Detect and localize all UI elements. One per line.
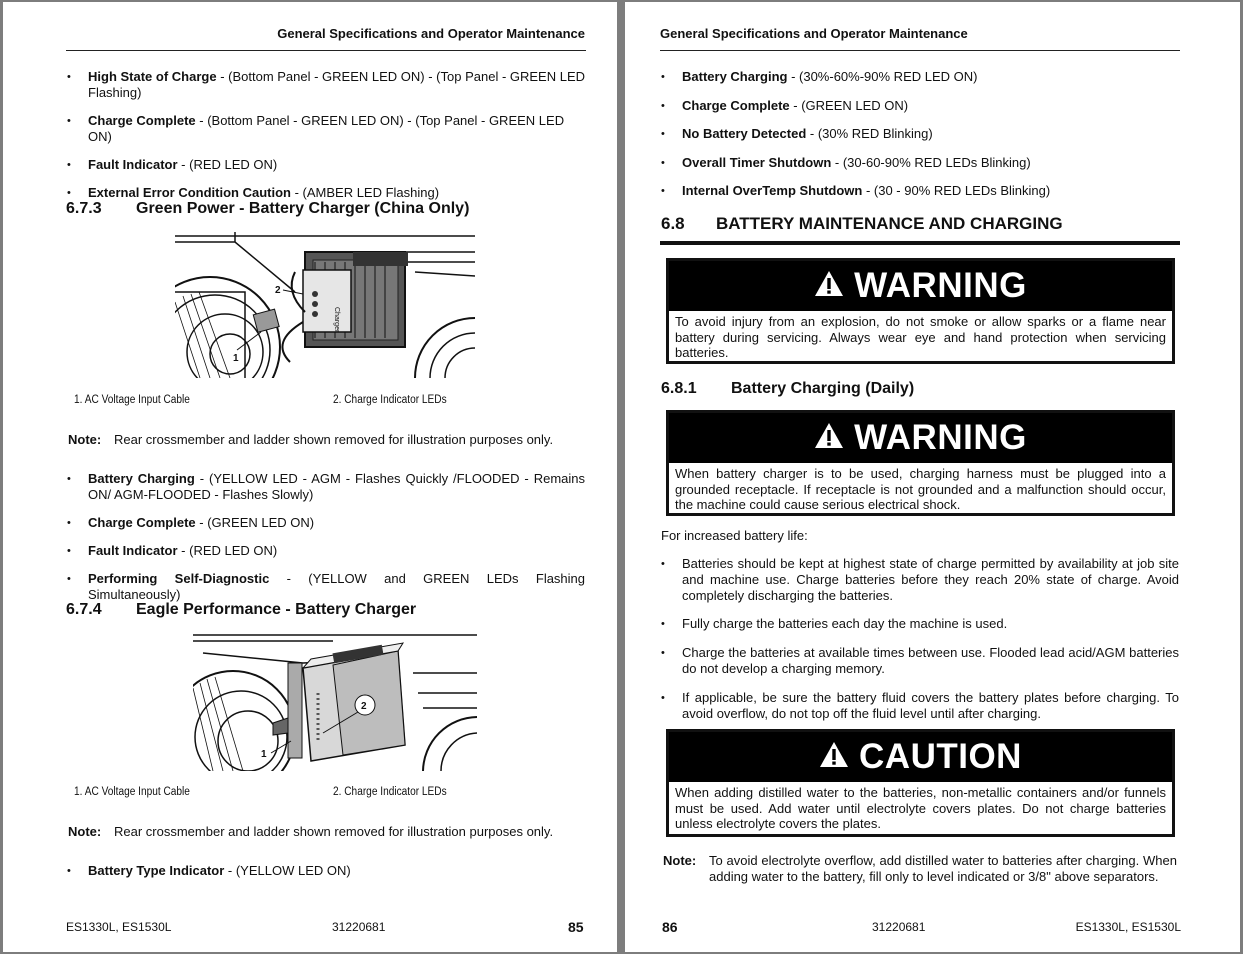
list-item: • Battery Charging - (YELLOW LED - AGM - Flashes Quickly /FLOODED - Remains ON/ AGM-FLOODED - Flashes Slowly) — [67, 471, 585, 503]
figure-caption: 1. AC Voltage Input Cable — [74, 786, 190, 798]
list-item: • Fault Indicator - (RED LED ON) — [67, 157, 585, 173]
note-label: Note: — [68, 432, 102, 447]
figure-caption: 2. Charge Indicator LEDs — [333, 394, 447, 406]
footer-model: ES1330L, ES1530L — [1075, 920, 1181, 934]
list-item: • Batteries should be kept at highest state of charge permitted by availability at job site and machine use. Charge batteries before they reach 20% state of charge. Avoid completely discharging the batteries. — [661, 556, 1179, 604]
list-item: • If applicable, be sure the battery fluid covers the battery plates before charging. To avoid overflow, do not top off the fluid level until after charging. — [661, 690, 1179, 722]
mid-bullet-list — [67, 471, 585, 603]
note — [68, 824, 588, 842]
page-number: 86 — [662, 919, 678, 935]
left-page — [3, 2, 617, 952]
note — [663, 853, 1179, 903]
charger-label: Charger — [333, 307, 340, 333]
list-item: • High State of Charge - (Bottom Panel - GREEN LED ON) - (Top Panel - GREEN LED Flashing) — [67, 69, 585, 101]
list-item: • Charge Complete - (GREEN LED ON) — [661, 98, 1181, 114]
note-text: To avoid electrolyte overflow, add distilled water to batteries after charging. When adding water to the battery, fill only to level indicated or 3/8" above separators. — [709, 853, 1177, 884]
battery-life-list — [661, 556, 1179, 722]
section-heading-6-7-3: 6.7.3 Green Power - Battery Charger (China Only) — [66, 200, 470, 217]
warning-band — [669, 261, 1172, 311]
list-item: • Battery Type Indicator - (YELLOW LED ON) — [67, 863, 585, 879]
list-item: • No Battery Detected - (30% RED Blinking) — [661, 126, 1181, 142]
caution-box — [666, 729, 1175, 837]
eagle-performance-charger-figure — [193, 633, 477, 771]
section-heading-6-8-1: 6.8.1 Battery Charging (Daily) — [661, 380, 915, 397]
top-bullet-list — [67, 69, 585, 201]
page-header: General Specifications and Operator Maintenance — [277, 26, 585, 41]
caution-band — [669, 732, 1172, 782]
warning-band — [669, 413, 1172, 463]
page-header: General Specifications and Operator Maintenance — [660, 26, 968, 41]
note-label: Note: — [68, 824, 102, 839]
page-number: 85 — [568, 919, 584, 935]
callout-1: 1 — [233, 353, 239, 364]
list-item: • Internal OverTemp Shutdown - (30 - 90% RED LEDs Blinking) — [661, 183, 1181, 199]
header-rule — [660, 50, 1180, 51]
top-bullet-list — [661, 69, 1181, 199]
warning-text: When battery charger is to be used, charging harness must be plugged into a grounded receptacle. If receptacle is not grounded and a malfunction should occur, the machine could cause serious electrical shock. — [675, 466, 1166, 512]
list-item: • Performing Self-Diagnostic - (YELLOW and GREEN LEDs Flashing Simultaneously) — [67, 571, 585, 603]
caution-text: When adding distilled water to the batteries, non-metallic containers and/or funnels must be used. Add water until electrolyte covers plates. Do not charge batteries unless electrolyte covers the plates. — [675, 785, 1166, 831]
intro-text: For increased battery life: — [661, 528, 808, 543]
green-power-charger-figure — [175, 232, 475, 378]
callout-2: 2 — [275, 285, 281, 296]
caution-triangle-icon — [819, 737, 849, 777]
list-item: • Charge Complete - (GREEN LED ON) — [67, 515, 585, 531]
figure-caption: 2. Charge Indicator LEDs — [333, 786, 447, 798]
list-item: • Battery Charging - (30%-60%-90% RED LED ON) — [661, 69, 1181, 85]
section-rule — [660, 241, 1180, 245]
list-item: • Fully charge the batteries each day the machine is used. — [661, 616, 1179, 632]
caution-title: CAUTION — [859, 737, 1022, 776]
footer-doc-number: 31220681 — [872, 920, 926, 934]
footer-doc-number: 31220681 — [332, 920, 386, 934]
warning-triangle-icon — [814, 266, 844, 306]
note — [68, 432, 588, 450]
note-text: Rear crossmember and ladder shown removed for illustration purposes only. — [114, 824, 554, 839]
note-label: Note: — [663, 853, 697, 868]
warning-triangle-icon — [814, 418, 844, 458]
note-text: Rear crossmember and ladder shown removed for illustration purposes only. — [114, 432, 554, 447]
right-page — [625, 2, 1240, 952]
figure-caption: 1. AC Voltage Input Cable — [74, 394, 190, 406]
callout-2: 2 — [361, 701, 367, 712]
warning-title: WARNING — [854, 266, 1027, 305]
list-item: • Overall Timer Shutdown - (30-60-90% RED LEDs Blinking) — [661, 155, 1181, 171]
warning-box — [666, 258, 1175, 364]
warning-title: WARNING — [854, 418, 1027, 457]
footer-model: ES1330L, ES1530L — [66, 920, 172, 934]
section-heading-6-7-4: 6.7.4 Eagle Performance - Battery Charger — [66, 601, 417, 618]
warning-text: To avoid injury from an explosion, do not smoke or allow sparks or a flame near battery during servicing. Always wear eye and hand protection when servicing batteries. — [675, 314, 1166, 360]
list-item: • Fault Indicator - (RED LED ON) — [67, 543, 585, 559]
warning-box — [666, 410, 1175, 516]
header-rule — [66, 50, 586, 51]
list-item: • Charge the batteries at available times between use. Flooded lead acid/AGM batteries do not develop a charging memory. — [661, 645, 1179, 677]
section-heading-6-8: 6.8 BATTERY MAINTENANCE AND CHARGING — [661, 214, 1063, 233]
list-item: • External Error Condition Caution - (AMBER LED Flashing) — [67, 185, 585, 201]
bottom-bullet-list — [67, 863, 585, 879]
list-item: • Charge Complete - (Bottom Panel - GREEN LED ON) - (Top Panel - GREEN LED ON) — [67, 113, 585, 145]
callout-1: 1 — [261, 749, 267, 760]
